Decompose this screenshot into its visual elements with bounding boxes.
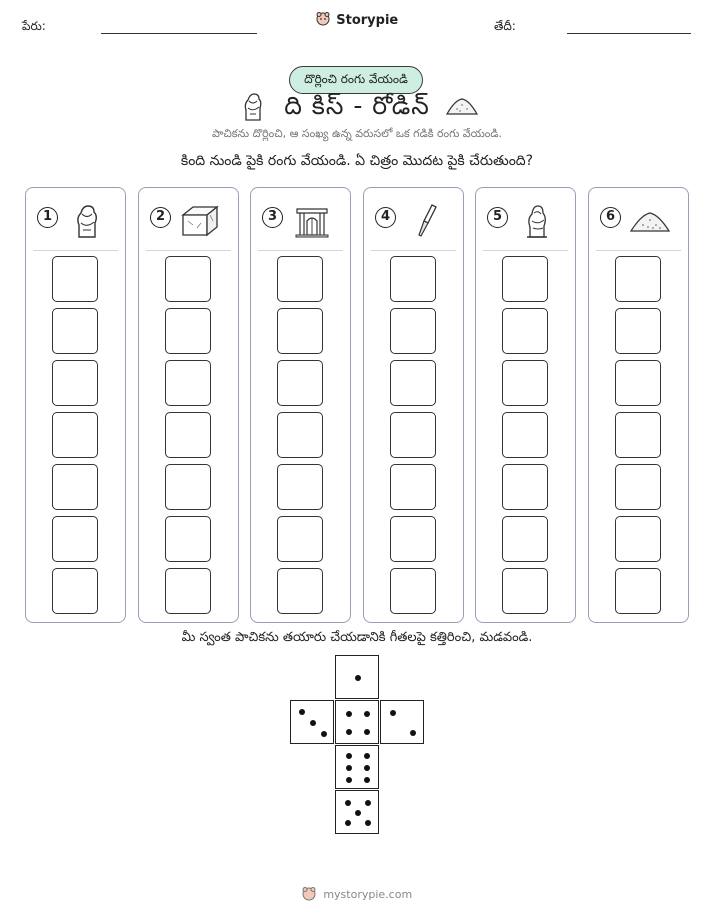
page-title: ది కిస్ - రోడిన్ — [284, 91, 430, 120]
date-label: తేదీ: — [494, 19, 516, 33]
column-header — [589, 188, 688, 250]
dice-pip — [410, 730, 416, 736]
dice-pip — [345, 820, 351, 826]
museum-doorway-icon — [291, 201, 333, 239]
color-cell[interactable] — [390, 360, 436, 406]
color-cell[interactable] — [165, 568, 211, 614]
dice-pip — [364, 753, 370, 759]
dice-pip — [365, 820, 371, 826]
color-cell[interactable] — [165, 464, 211, 510]
color-cell[interactable] — [52, 464, 98, 510]
color-cell[interactable] — [615, 412, 661, 458]
dice-face-5 — [335, 790, 379, 834]
dice-pip — [310, 720, 316, 726]
color-cell[interactable] — [615, 360, 661, 406]
color-cell[interactable] — [615, 464, 661, 510]
color-cell[interactable] — [502, 516, 548, 562]
dice-pip — [364, 729, 370, 735]
column-header — [26, 188, 125, 250]
color-cell[interactable] — [615, 256, 661, 302]
color-cell[interactable] — [52, 568, 98, 614]
color-cell[interactable] — [277, 308, 323, 354]
dice-pip — [346, 729, 352, 735]
color-cell[interactable] — [277, 360, 323, 406]
color-cell[interactable] — [502, 360, 548, 406]
color-cell[interactable] — [390, 412, 436, 458]
dice-pip — [364, 765, 370, 771]
column-divider — [33, 250, 118, 251]
dice-net — [290, 655, 425, 835]
mascot-icon — [302, 887, 316, 901]
dice-pip — [364, 777, 370, 783]
column-header — [251, 188, 350, 250]
cut-instruction: మీ స్వంత పాచికను తయారు చేయడానికి గీతలపై కత్తిరించి, మడవండి. — [181, 630, 533, 645]
dice-face-4 — [335, 700, 379, 744]
dice-pip — [321, 731, 327, 737]
dice-pip — [355, 675, 361, 681]
column-header — [476, 188, 575, 250]
column-number: 4 — [375, 207, 396, 228]
brand-logo — [0, 12, 714, 28]
color-cell[interactable] — [277, 464, 323, 510]
dice-pip — [345, 800, 351, 806]
roll-and-color-badge: దొర్లించి రంగు వేయండి — [289, 66, 423, 94]
column-number: 1 — [37, 207, 58, 228]
mascot-icon — [316, 12, 330, 26]
dice-face-1 — [335, 655, 379, 699]
color-cell[interactable] — [390, 568, 436, 614]
footer — [0, 887, 714, 901]
color-cell[interactable] — [502, 464, 548, 510]
title-row — [0, 88, 714, 124]
marble-block-icon — [179, 201, 221, 239]
color-cell[interactable] — [390, 256, 436, 302]
color-cell[interactable] — [390, 464, 436, 510]
color-cell[interactable] — [277, 412, 323, 458]
dice-pip — [365, 800, 371, 806]
color-cell[interactable] — [390, 308, 436, 354]
column-divider — [596, 250, 681, 251]
color-cell[interactable] — [277, 256, 323, 302]
footer-url[interactable]: mystorypie.com — [323, 888, 413, 901]
color-cell[interactable] — [615, 516, 661, 562]
column-header — [139, 188, 238, 250]
color-cell[interactable] — [615, 308, 661, 354]
kiss-sculpture-icon — [66, 201, 108, 239]
column-divider — [483, 250, 568, 251]
column-number: 3 — [262, 207, 283, 228]
dice-pip — [346, 777, 352, 783]
dice-pip — [299, 709, 305, 715]
column-number: 2 — [150, 207, 171, 228]
dice-face-3 — [290, 700, 334, 744]
color-cell[interactable] — [165, 256, 211, 302]
color-cell[interactable] — [502, 256, 548, 302]
column-3 — [250, 187, 351, 623]
column-number: 5 — [487, 207, 508, 228]
column-6 — [588, 187, 689, 623]
dice-pip — [355, 810, 361, 816]
name-line[interactable] — [101, 33, 257, 34]
name-label: పేరు: — [22, 19, 46, 33]
sculpture-figure-icon — [516, 201, 558, 239]
column-divider — [371, 250, 456, 251]
brand-name: Storypie — [336, 13, 399, 28]
column-1 — [25, 187, 126, 623]
question-text: కింది నుండి పైకి రంగు వేయండి. ఏ చిత్రం మొదట పైకి చేరుతుంది? — [180, 153, 534, 169]
date-line[interactable] — [567, 33, 691, 34]
column-number: 6 — [600, 207, 621, 228]
column-divider — [146, 250, 231, 251]
kiss-sculpture-icon — [238, 90, 268, 122]
dice-pip — [346, 753, 352, 759]
dice-pip — [390, 710, 396, 716]
color-cell[interactable] — [52, 308, 98, 354]
color-cell[interactable] — [165, 412, 211, 458]
color-cell[interactable] — [615, 568, 661, 614]
color-cell[interactable] — [52, 412, 98, 458]
dice-pip — [346, 711, 352, 717]
column-4 — [363, 187, 464, 623]
column-header — [364, 188, 463, 250]
color-cell[interactable] — [165, 516, 211, 562]
column-5 — [475, 187, 576, 623]
color-cell[interactable] — [502, 412, 548, 458]
sand-pile-icon — [629, 201, 671, 239]
dice-pip — [346, 765, 352, 771]
color-cell[interactable] — [165, 308, 211, 354]
color-cell[interactable] — [52, 516, 98, 562]
color-cell[interactable] — [502, 568, 548, 614]
color-cell[interactable] — [52, 256, 98, 302]
chisel-icon — [404, 201, 446, 239]
color-cell[interactable] — [502, 308, 548, 354]
column-2 — [138, 187, 239, 623]
rules-text: పాచికను దొర్లించి, ఆ సంఖ్య ఉన్న వరుసలో ఒక గడికి రంగు వేయండి. — [212, 127, 502, 140]
dice-face-6 — [335, 745, 379, 789]
sand-pile-icon — [445, 90, 479, 122]
column-divider — [258, 250, 343, 251]
dice-pip — [364, 711, 370, 717]
color-cell[interactable] — [277, 568, 323, 614]
color-cell[interactable] — [277, 516, 323, 562]
color-cell[interactable] — [165, 360, 211, 406]
dice-face-2 — [380, 700, 424, 744]
color-cell[interactable] — [390, 516, 436, 562]
color-cell[interactable] — [52, 360, 98, 406]
